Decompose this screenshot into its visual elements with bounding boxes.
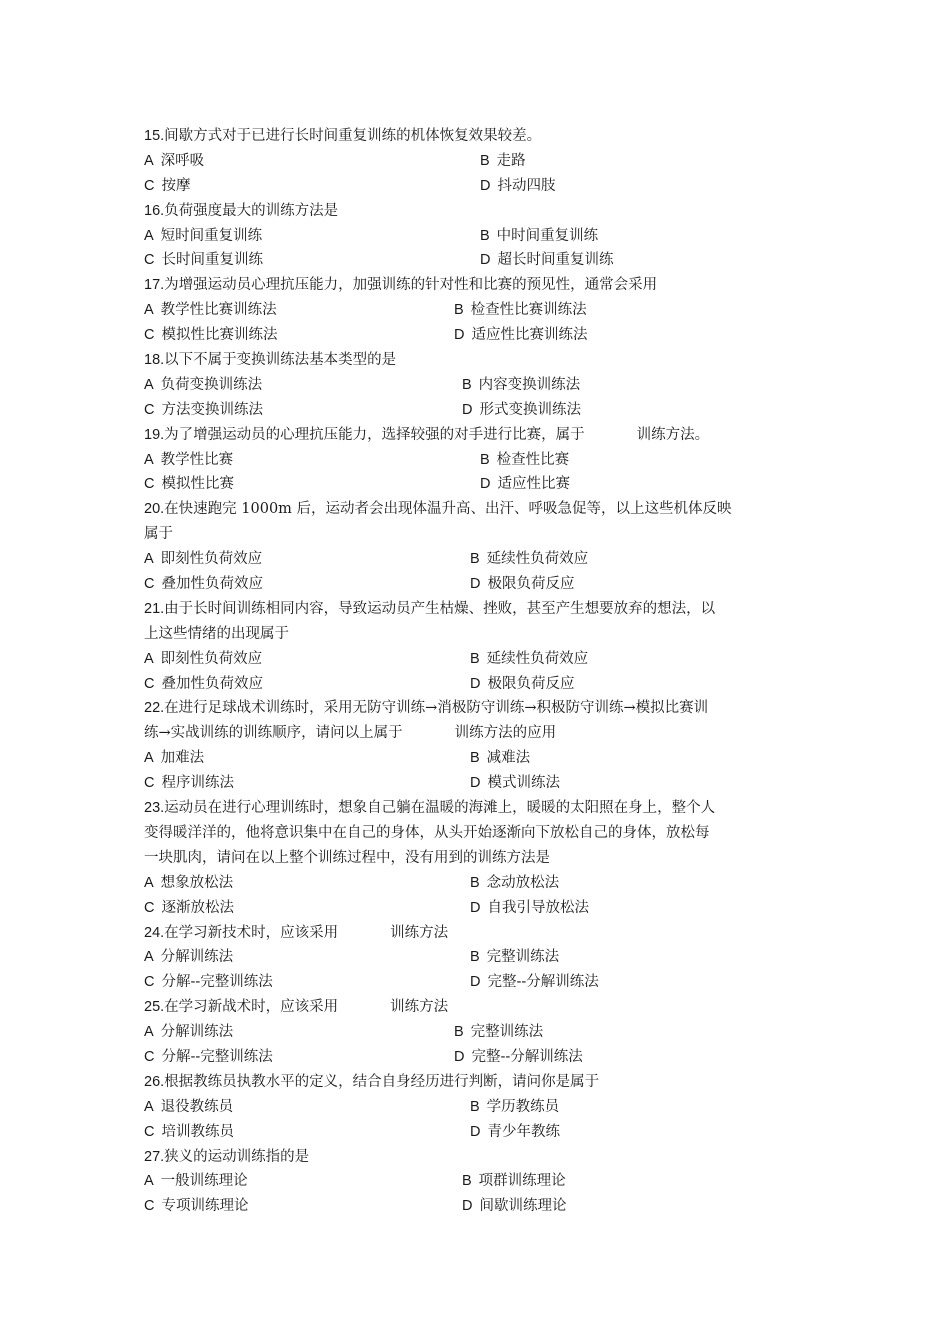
question-block <box>144 995 810 1070</box>
option-letter: C <box>144 401 155 418</box>
question-text-continued <box>144 721 810 746</box>
option-text: 超长时间重复训练 <box>497 252 614 269</box>
option-letter: D <box>470 576 481 593</box>
option-text: 模式训练法 <box>487 775 560 792</box>
option-d <box>470 896 589 921</box>
question-list <box>144 124 810 1219</box>
option-row <box>144 572 810 597</box>
option-letter: D <box>470 1123 481 1140</box>
question-block <box>144 273 810 348</box>
option-letter: B <box>480 227 490 244</box>
option-a <box>144 448 233 473</box>
option-text: 即刻性负荷效应 <box>160 650 263 667</box>
option-letter: C <box>144 177 155 194</box>
question-text <box>144 995 810 1020</box>
option-letter: A <box>144 650 154 667</box>
question-stem: 练→实战训练的训练顺序，请问以上属于 <box>144 725 403 742</box>
question-text-continued <box>144 846 810 871</box>
option-row <box>144 174 810 199</box>
option-b <box>470 647 588 672</box>
option-letter: C <box>144 775 155 792</box>
option-letter: B <box>462 1173 472 1190</box>
option-letter: D <box>470 974 481 991</box>
option-letter: B <box>470 949 480 966</box>
option-letter: B <box>480 451 490 468</box>
question-stem: 由于长时间训练相同内容，导致运动员产生枯燥、挫败，甚至产生想要放弃的想法，以 <box>164 600 716 617</box>
option-text: 方法变换训练法 <box>161 401 263 418</box>
question-text <box>144 1145 810 1170</box>
question-text <box>144 124 810 149</box>
question-stem: 在学习新技术时，应该采用 <box>164 924 339 941</box>
option-letter: A <box>144 1173 154 1190</box>
option-text: 短时间重复训练 <box>160 227 263 244</box>
question-stem: 负荷强度最大的训练方法是 <box>164 202 339 219</box>
option-letter: D <box>462 1198 473 1215</box>
option-letter: B <box>470 750 480 767</box>
option-letter: A <box>144 750 154 767</box>
question-text <box>144 423 810 448</box>
option-text: 教学性比赛 <box>160 451 234 468</box>
question-stem-tail: 训练方法。 <box>636 426 710 443</box>
option-letter: C <box>144 476 155 493</box>
option-text: 叠加性负荷效应 <box>161 576 263 593</box>
option-row <box>144 224 810 249</box>
option-row <box>144 547 810 572</box>
option-text: 分解训练法 <box>160 1024 234 1041</box>
option-row <box>144 472 810 497</box>
question-number: 26. <box>144 1073 165 1090</box>
option-text: 程序训练法 <box>161 775 234 792</box>
option-row <box>144 448 810 473</box>
option-letter: D <box>480 476 491 493</box>
option-text: 深呼吸 <box>160 152 205 169</box>
option-letter: C <box>144 1123 155 1140</box>
option-a <box>144 1020 233 1045</box>
option-d <box>470 1120 560 1145</box>
option-letter: B <box>480 152 490 169</box>
option-c <box>144 174 190 199</box>
option-b <box>470 547 588 572</box>
option-letter: D <box>454 327 465 344</box>
question-number: 21. <box>144 600 165 617</box>
option-text: 适应性比赛训练法 <box>471 327 588 344</box>
option-row <box>144 323 810 348</box>
question-number: 24. <box>144 924 165 941</box>
question-text <box>144 796 810 821</box>
option-d <box>462 398 581 423</box>
question-text <box>144 199 810 224</box>
option-letter: D <box>470 899 481 916</box>
question-block <box>144 124 810 199</box>
option-a <box>144 647 262 672</box>
option-letter: C <box>144 327 155 344</box>
option-b <box>462 1169 566 1194</box>
option-letter: C <box>144 1198 155 1215</box>
option-row <box>144 373 810 398</box>
question-block <box>144 423 810 498</box>
option-a <box>144 547 262 572</box>
option-letter: C <box>144 1048 155 1065</box>
question-stem: 以下不属于变换训练法基本类型的是 <box>164 352 397 369</box>
option-letter: B <box>454 302 464 319</box>
option-text: 逐渐放松法 <box>161 899 234 916</box>
option-a <box>144 1169 248 1194</box>
option-text: 内容变换训练法 <box>478 376 581 393</box>
option-letter: D <box>480 177 491 194</box>
option-row <box>144 871 810 896</box>
option-text: 适应性比赛 <box>497 476 570 493</box>
option-text: 延续性负荷效应 <box>486 650 589 667</box>
question-number: 22. <box>144 700 165 717</box>
option-letter: A <box>144 451 154 468</box>
question-stem: 属于 <box>144 526 173 543</box>
option-letter: A <box>144 302 154 319</box>
option-text: 想象放松法 <box>160 874 234 891</box>
option-text: 长时间重复训练 <box>161 252 263 269</box>
option-text: 教学性比赛训练法 <box>160 302 277 319</box>
option-letter: A <box>144 376 154 393</box>
option-c <box>144 1045 273 1070</box>
option-row <box>144 149 810 174</box>
option-a <box>144 1095 233 1120</box>
option-text: 按摩 <box>161 177 191 194</box>
question-number: 15. <box>144 128 165 144</box>
option-d <box>470 672 574 697</box>
question-text <box>144 497 810 522</box>
option-a <box>144 224 262 249</box>
option-letter: A <box>144 551 154 568</box>
question-text <box>144 696 810 721</box>
option-a <box>144 149 204 174</box>
option-text: 负荷变换训练法 <box>160 376 263 393</box>
option-a <box>144 945 233 970</box>
option-text: 分解训练法 <box>160 949 234 966</box>
option-letter: D <box>462 401 473 418</box>
option-a <box>144 298 277 323</box>
option-letter: D <box>470 775 481 792</box>
option-letter: B <box>470 650 480 667</box>
question-stem: 变得暖洋洋的，他将意识集中在自己的身体，从头开始逐渐向下放松自己的身体，放松每 <box>144 824 710 841</box>
option-row <box>144 398 810 423</box>
question-stem: 间歇方式对于已进行长时间重复训练的机体恢复效果较差。 <box>164 128 542 144</box>
question-number: 25. <box>144 999 165 1016</box>
option-row <box>144 746 810 771</box>
option-letter: C <box>144 974 155 991</box>
option-a <box>144 373 262 398</box>
question-text <box>144 348 810 373</box>
option-letter: A <box>144 949 154 966</box>
option-b <box>470 871 559 896</box>
option-row <box>144 970 810 995</box>
option-text: 分解--完整训练法 <box>161 974 273 991</box>
option-text: 减难法 <box>486 750 531 767</box>
option-letter: A <box>144 874 154 891</box>
option-letter: B <box>470 1098 480 1115</box>
option-text: 叠加性负荷效应 <box>161 675 263 692</box>
option-row <box>144 1120 810 1145</box>
question-block <box>144 497 810 597</box>
option-d <box>470 572 574 597</box>
option-row <box>144 647 810 672</box>
option-row <box>144 1194 810 1219</box>
option-c <box>144 572 263 597</box>
question-stem: 在快速跑完 1000m 后，运动者会出现体温升高、出汗、呼吸急促等，以上这些机体反映 <box>164 501 732 518</box>
option-text: 延续性负荷效应 <box>486 551 589 568</box>
option-letter: C <box>144 252 155 269</box>
option-text: 间歇训练理论 <box>479 1198 567 1215</box>
question-text <box>144 921 810 946</box>
option-text: 中时间重复训练 <box>496 227 599 244</box>
option-letter: D <box>454 1048 465 1065</box>
question-stem: 一块肌肉，请问在以上整个训练过程中，没有用到的训练方法是 <box>144 849 550 866</box>
question-block <box>144 597 810 697</box>
option-row <box>144 896 810 921</box>
option-d <box>480 472 570 497</box>
option-row <box>144 1095 810 1120</box>
option-b <box>470 1095 559 1120</box>
question-stem: 为增强运动员心理抗压能力，加强训练的针对性和比赛的预见性，通常会采用 <box>164 277 658 294</box>
question-block <box>144 348 810 423</box>
question-number: 16. <box>144 202 165 219</box>
question-block <box>144 921 810 996</box>
option-c <box>144 771 234 796</box>
option-d <box>470 771 560 796</box>
option-letter: B <box>454 1024 464 1041</box>
question-stem: 在学习新战术时，应该采用 <box>164 999 339 1016</box>
question-stem: 运动员在进行心理训练时，想象自己躺在温暖的海滩上，暖暖的太阳照在身上，整个人 <box>164 800 716 817</box>
option-a <box>144 746 204 771</box>
question-stem-tail: 训练方法的应用 <box>454 725 557 742</box>
question-stem-tail: 训练方法 <box>390 924 449 941</box>
question-number: 23. <box>144 800 165 817</box>
option-letter: D <box>470 675 481 692</box>
option-letter: A <box>144 152 154 169</box>
option-letter: A <box>144 1098 154 1115</box>
option-letter: A <box>144 1024 154 1041</box>
option-text: 模拟性比赛 <box>161 476 234 493</box>
option-text: 念动放松法 <box>486 874 560 891</box>
question-number: 19. <box>144 426 165 443</box>
option-text: 学历教练员 <box>486 1098 560 1115</box>
option-c <box>144 1120 234 1145</box>
question-number: 20. <box>144 501 165 518</box>
option-b <box>480 149 526 174</box>
option-text: 加难法 <box>160 750 205 767</box>
option-text: 抖动四肢 <box>497 177 556 194</box>
question-text-continued <box>144 622 810 647</box>
option-row <box>144 771 810 796</box>
option-text: 完整--分解训练法 <box>471 1048 583 1065</box>
question-block <box>144 696 810 796</box>
option-row <box>144 1020 810 1045</box>
option-b <box>470 746 530 771</box>
question-number: 17. <box>144 277 165 294</box>
option-letter: B <box>462 376 472 393</box>
option-d <box>470 970 599 995</box>
option-c <box>144 398 263 423</box>
option-text: 检查性比赛训练法 <box>470 302 587 319</box>
question-block <box>144 199 810 274</box>
option-c <box>144 1194 248 1219</box>
option-text: 完整训练法 <box>486 949 560 966</box>
option-text: 极限负荷反应 <box>487 675 575 692</box>
question-block <box>144 1145 810 1220</box>
option-letter: B <box>470 551 480 568</box>
option-row <box>144 1169 810 1194</box>
option-text: 走路 <box>496 152 526 169</box>
option-text: 极限负荷反应 <box>487 576 575 593</box>
option-text: 即刻性负荷效应 <box>160 551 263 568</box>
option-d <box>462 1194 566 1219</box>
option-letter: D <box>480 252 491 269</box>
option-d <box>480 174 555 199</box>
option-row <box>144 298 810 323</box>
option-letter: C <box>144 576 155 593</box>
option-text: 完整--分解训练法 <box>487 974 599 991</box>
question-block <box>144 796 810 920</box>
option-c <box>144 472 234 497</box>
option-text: 青少年教练 <box>487 1123 560 1140</box>
question-stem: 为了增强运动员的心理抗压能力，选择较强的对手进行比赛，属于 <box>164 426 585 443</box>
option-b <box>480 224 598 249</box>
option-text: 分解--完整训练法 <box>161 1048 273 1065</box>
option-letter: C <box>144 675 155 692</box>
question-stem-tail: 训练方法 <box>390 999 449 1016</box>
question-stem: 狭义的运动训练指的是 <box>164 1148 310 1165</box>
question-text-continued <box>144 821 810 846</box>
option-letter: C <box>144 899 155 916</box>
option-text: 专项训练理论 <box>161 1198 249 1215</box>
question-stem: 上这些情绪的出现属于 <box>144 625 289 642</box>
option-c <box>144 672 263 697</box>
question-number: 27. <box>144 1148 165 1165</box>
option-text: 检查性比赛 <box>496 451 570 468</box>
option-row <box>144 1045 810 1070</box>
option-text: 退役教练员 <box>160 1098 234 1115</box>
question-text <box>144 1070 810 1095</box>
option-d <box>454 1045 583 1070</box>
question-text <box>144 597 810 622</box>
question-stem: 根据教练员执教水平的定义，结合自身经历进行判断，请问你是属于 <box>164 1073 600 1090</box>
option-text: 自我引导放松法 <box>487 899 589 916</box>
option-b <box>480 448 569 473</box>
option-text: 形式变换训练法 <box>479 401 581 418</box>
option-row <box>144 248 810 273</box>
option-b <box>470 945 559 970</box>
question-text-continued <box>144 522 810 547</box>
option-c <box>144 323 277 348</box>
option-row <box>144 945 810 970</box>
option-row <box>144 672 810 697</box>
option-d <box>454 323 587 348</box>
option-d <box>480 248 613 273</box>
option-b <box>462 373 580 398</box>
option-c <box>144 248 263 273</box>
option-a <box>144 871 233 896</box>
question-stem: 在进行足球战术训练时，采用无防守训练→消极防守训练→积极防守训练→模拟比赛训 <box>164 700 709 717</box>
option-letter: A <box>144 227 154 244</box>
option-text: 完整训练法 <box>470 1024 544 1041</box>
question-block <box>144 1070 810 1145</box>
option-c <box>144 896 234 921</box>
option-b <box>454 1020 543 1045</box>
option-text: 项群训练理论 <box>478 1173 566 1190</box>
option-text: 培训教练员 <box>161 1123 234 1140</box>
option-letter: B <box>470 874 480 891</box>
option-text: 一般训练理论 <box>160 1173 248 1190</box>
option-c <box>144 970 273 995</box>
option-b <box>454 298 587 323</box>
option-text: 模拟性比赛训练法 <box>161 327 278 344</box>
question-number: 18. <box>144 352 165 369</box>
question-text <box>144 273 810 298</box>
